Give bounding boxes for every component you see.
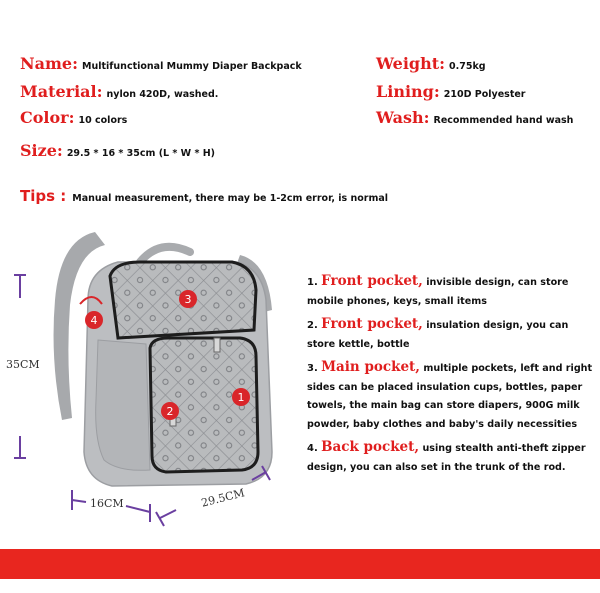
feature-item [307,315,599,354]
feature-title: Main pocket, [321,359,420,375]
zipper-pull [214,338,220,352]
feature-number: 2. [307,320,318,331]
feature-item [307,358,599,434]
side-pocket [96,340,150,470]
spec-material [20,82,218,101]
spec-label: Material: [20,82,103,101]
marker-label: 3 [184,293,192,306]
spec-value: 0.75kg [449,61,486,72]
marker-label: 1 [237,391,245,404]
backpack-image [0,200,300,540]
spec-lining [376,82,526,101]
feature-item [307,438,599,477]
feature-list [307,272,599,481]
feature-number: 1. [307,277,318,288]
marker-label: 4 [90,314,98,327]
spec-label: Color: [20,108,75,127]
spec-label: Wash: [376,108,430,127]
spec-value: Recommended hand wash [433,115,574,126]
spec-name [20,54,302,73]
feature-number: 4. [307,443,318,454]
spec-value: Multifunctional Mummy Diaper Backpack [82,61,302,72]
bottom-red-bar [0,549,600,579]
feature-title: Back pocket, [321,439,420,455]
feature-title: Front pocket, [321,273,423,289]
spec-size [20,141,215,160]
spec-wash [376,108,573,127]
spec-label: Size: [20,141,63,160]
spec-label: Name: [20,54,79,73]
feature-text: insulation design, you can store kettle, bottle [307,320,569,350]
spec-value: nylon 420D, washed. [106,89,219,100]
spec-label: Weight: [376,54,446,73]
feature-title: Front pocket, [321,316,423,332]
height-label: 35CM [6,358,40,371]
tips-text: Manual measurement, there may be 1-2cm error, is normal [72,193,389,204]
spec-value: 210D Polyester [443,89,526,100]
spec-color [20,108,127,127]
width-label: 16CM [90,497,124,510]
marker-label: 2 [166,405,174,418]
feature-text: multiple pockets, left and right sides can be placed insulation cups, bottles, paper towels, the main bag can store diapers, 900G milk powder, baby clothes and baby's daily necessities [307,363,593,430]
spec-label: Lining: [376,82,440,101]
feature-number: 3. [307,363,318,374]
feature-text: invisible design, can store mobile phones, keys, small items [307,277,569,307]
spec-weight [376,54,486,73]
feature-text: using stealth anti-theft zipper design, you can also set in the trunk of the rod. [307,443,586,473]
feature-item [307,272,599,311]
handle [140,247,190,262]
spec-value: 29.5 * 16 * 35cm (L * W * H) [66,148,216,159]
length-label: 29.5CM [200,486,247,510]
spec-value: 10 colors [78,115,128,126]
tips-label: Tips : [20,187,67,205]
